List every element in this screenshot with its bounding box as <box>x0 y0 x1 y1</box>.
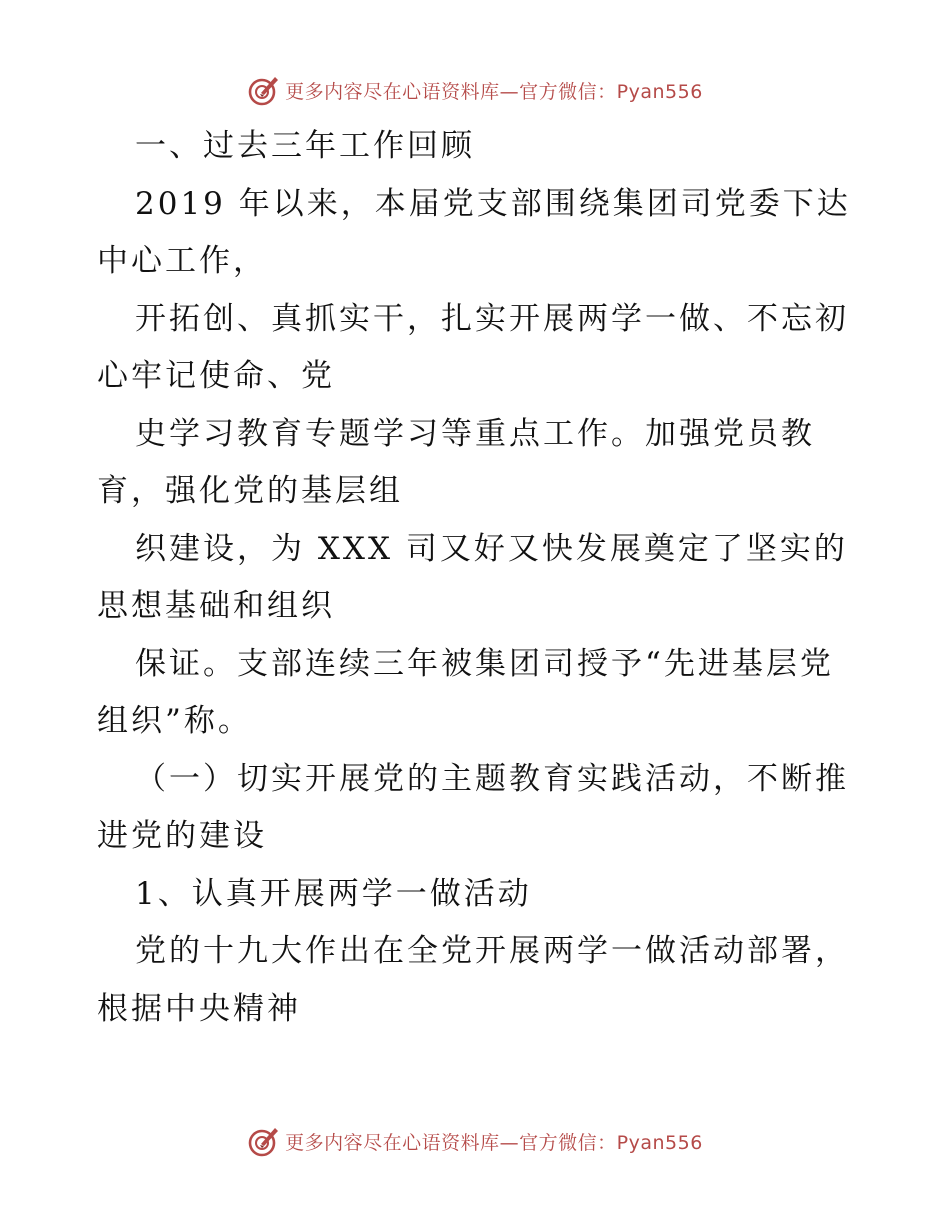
text-line: （一）切实开展党的主题教育实践活动，不断推 <box>135 760 849 797</box>
text-line: 中心工作， <box>97 243 267 279</box>
text-line: 心牢记使命、党 <box>97 358 335 394</box>
header-watermark-banner <box>0 70 950 110</box>
pen-nib-logo-icon <box>247 1124 281 1158</box>
text-line: 保证。支部连续三年被集团司授予“先进基层党 <box>135 645 834 682</box>
text-line: 进党的建设 <box>97 818 267 854</box>
text-line: 开拓创、真抓实干，扎实开展两学一做、不忘初 <box>135 300 849 337</box>
header-watermark-text: 更多内容尽在心语资料库—官方微信：Pyan556 <box>285 80 703 103</box>
footer-watermark-banner <box>0 1121 950 1161</box>
text-line: 史学习教育专题学习等重点工作。加强党员教 <box>135 415 815 452</box>
text-line: 育，强化党的基层组 <box>97 473 403 509</box>
text-line: 1、认真开展两学一做活动 <box>135 875 532 912</box>
text-line: 2019 年以来，本届党支部围绕集团司党委下达 <box>135 185 851 222</box>
text-line: 织建设，为 XXX 司又好又快发展奠定了坚实的 <box>135 530 848 567</box>
text-line: 根据中央精神 <box>97 990 301 1027</box>
document-body <box>97 118 857 1038</box>
text-line: 一、过去三年工作回顾 <box>135 128 475 164</box>
pen-nib-logo-icon <box>247 73 281 107</box>
footer-watermark-text: 更多内容尽在心语资料库—官方微信：Pyan556 <box>285 1131 703 1154</box>
text-line: 党的十九大作出在全党开展两学一做活动部署， <box>135 933 849 969</box>
text-line: 思想基础和组织 <box>97 588 335 624</box>
text-line: 组织”称。 <box>97 703 252 739</box>
